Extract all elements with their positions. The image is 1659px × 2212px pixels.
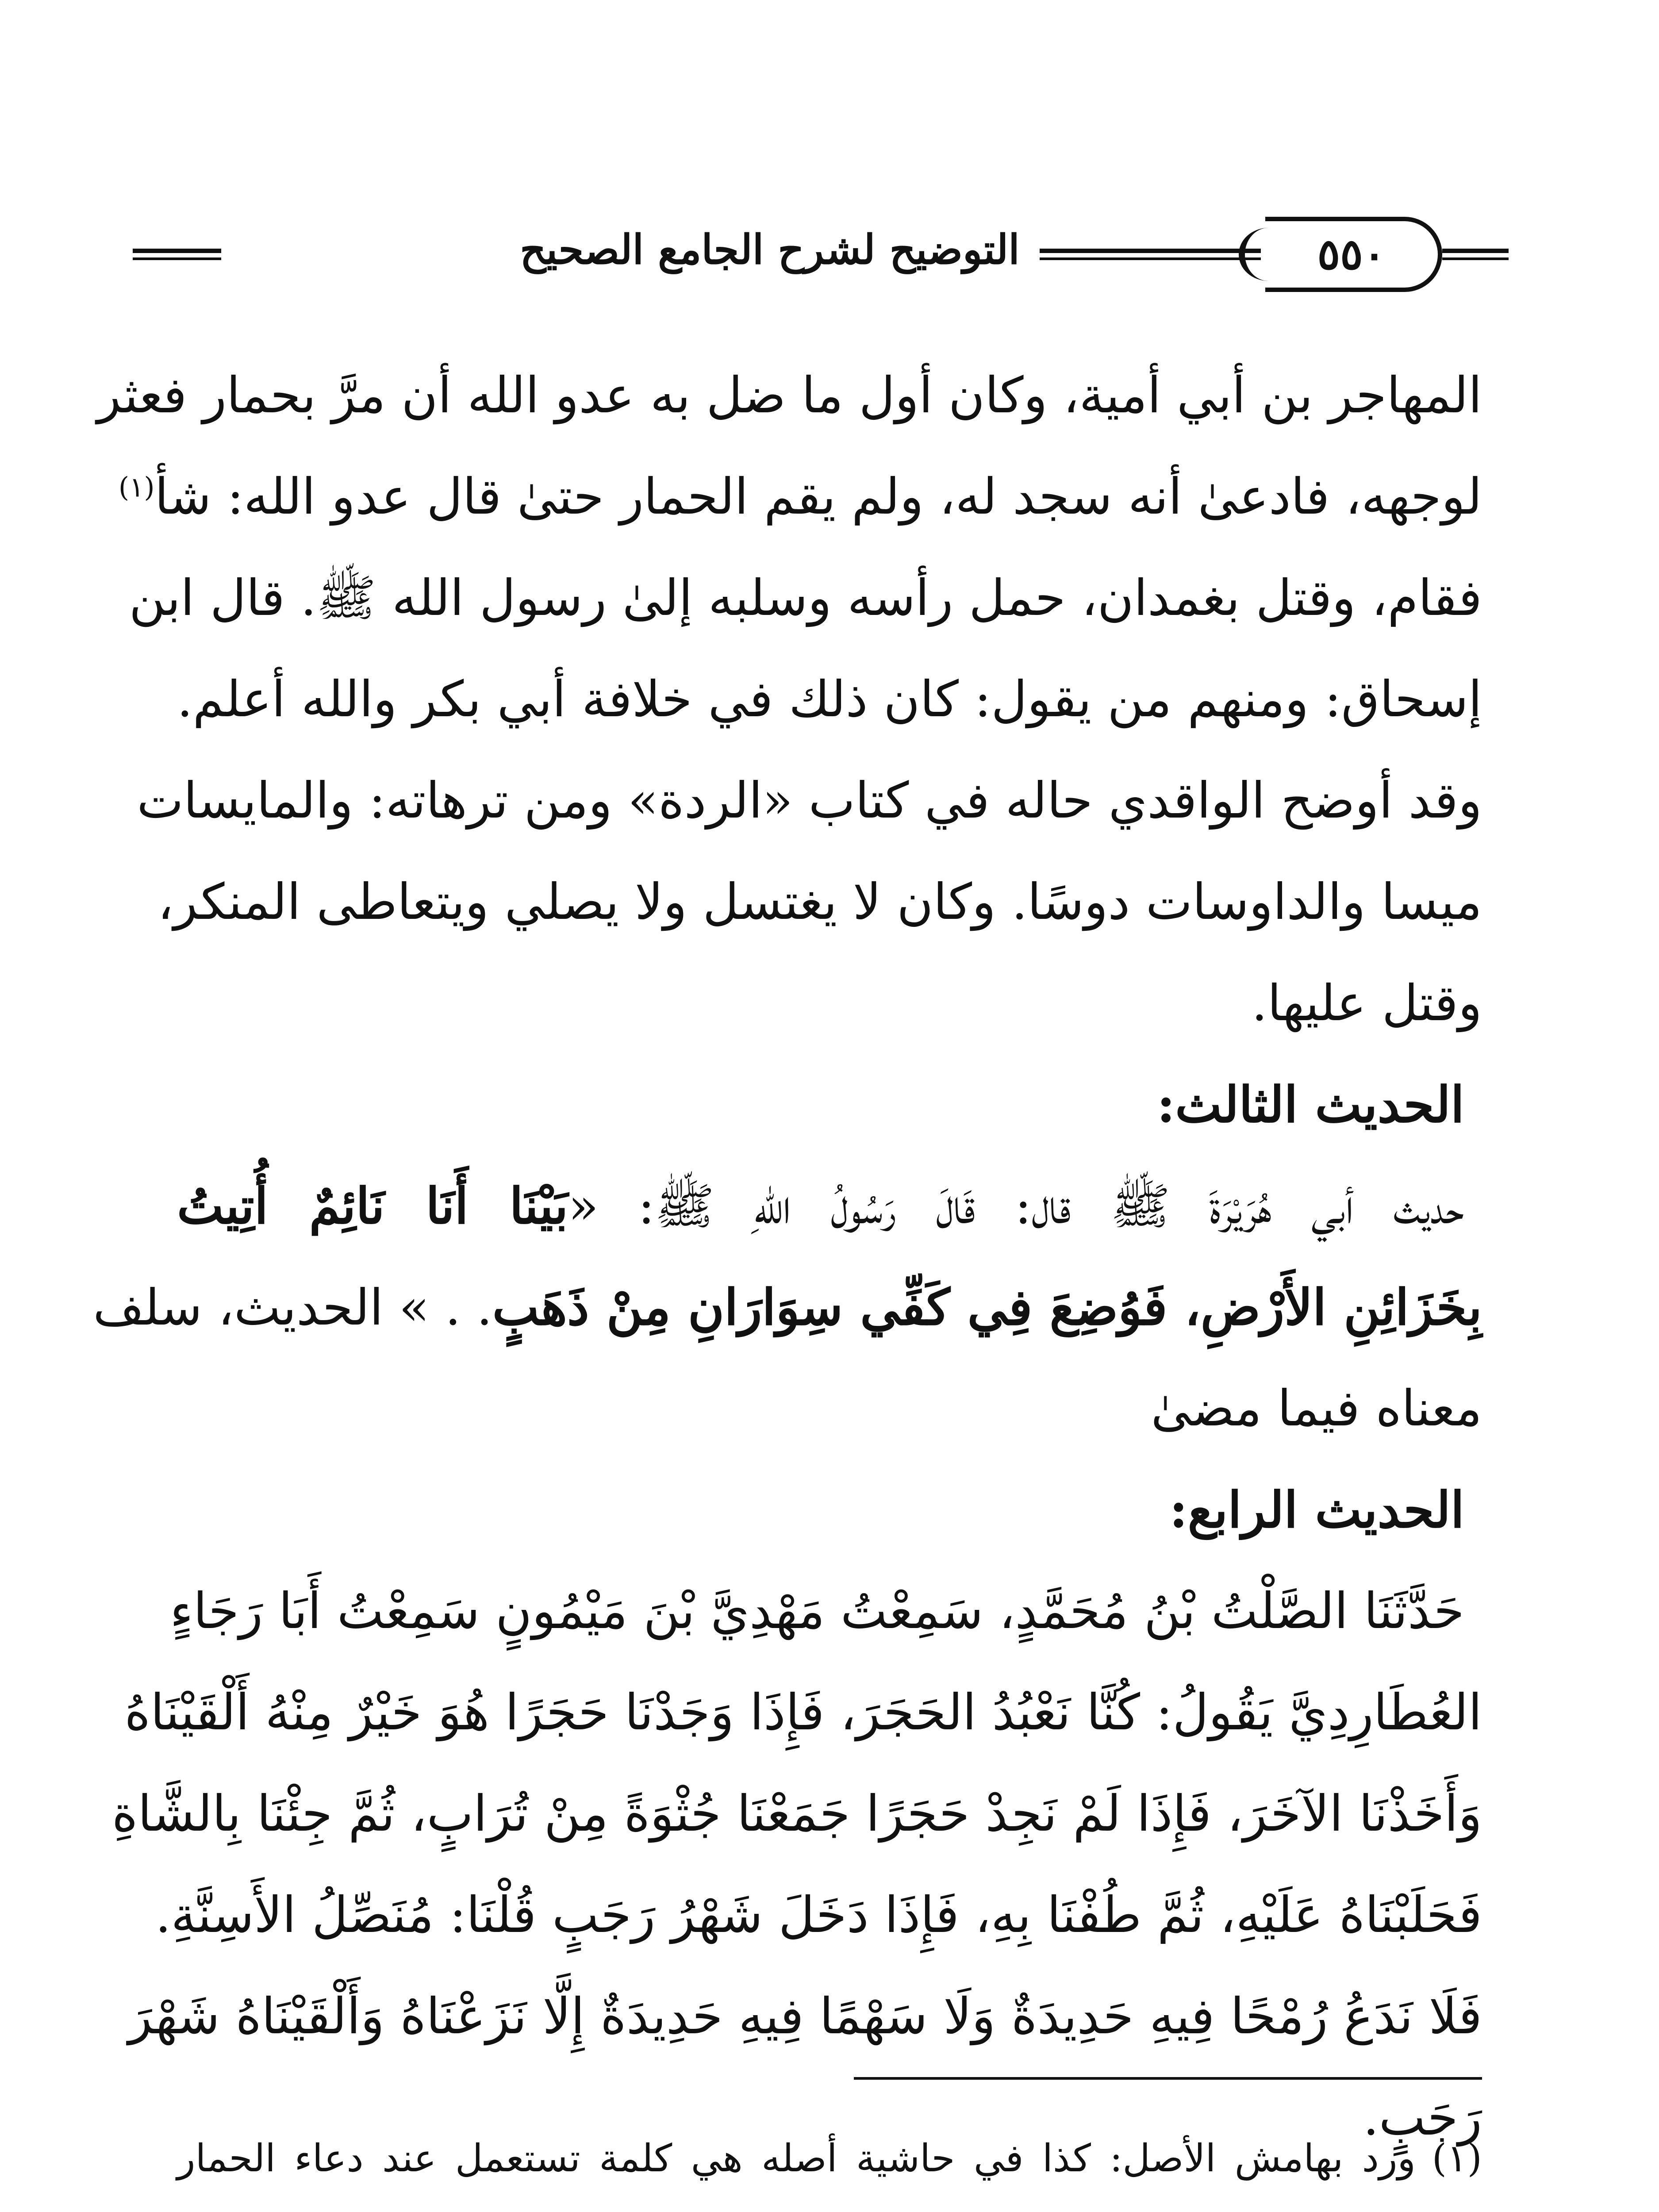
hadith-quote: بَيْنَا أَنَا نَائِمٌ أُتِيتُ bbox=[177, 1177, 568, 1235]
text-line: ميسا والداوسات دوسًا. وكان لا يغتسل ولا يصلي ويتعاطى المنكر، bbox=[157, 873, 1482, 931]
page-header bbox=[133, 208, 1509, 323]
text-line: معناه فيما مضىٰ bbox=[1151, 1380, 1482, 1437]
hadith-quote: بِخَزَائِنِ الأَرْضِ، فَوُضِعَ فِي كَفِّي سِوَارَانِ مِنْ ذَهَبٍ bbox=[492, 1279, 1482, 1336]
text-line: فقام، وقتل بغمدان، حمل رأسه وسلبه إلىٰ رسول الله ﷺ. قال ابن bbox=[129, 569, 1482, 627]
footnote-marker: (١) bbox=[118, 471, 155, 503]
section-heading: الحديث الرابع: bbox=[1169, 1481, 1464, 1539]
footnote-text: ورد بهامش الأصل: كذا في حاشية أصله هي كلمة تستعمل عند دعاء الحمار bbox=[177, 2136, 1416, 2181]
text-line bbox=[93, 1257, 1482, 1358]
footnote-number: (١) bbox=[1432, 2136, 1482, 2181]
text-line-content: لوجهه، فادعىٰ أنه سجد له، ولم يقم الحمار حتىٰ قال عدو الله: شأ bbox=[154, 468, 1482, 526]
header-rule-middle bbox=[1040, 249, 1261, 260]
page-number-badge bbox=[1265, 217, 1442, 292]
text-line: المهاجر بن أبي أمية، وكان أول ما ضل به عدو الله أن مرَّ بحمار فعثر bbox=[97, 367, 1482, 424]
hadith-tail: . . » الحديث، سلف bbox=[93, 1279, 492, 1336]
text-line: فَحَلَبْنَاهُ عَلَيْهِ، ثُمَّ طُفْنَا بِهِ، فَإِذَا دَخَلَ شَهْرُ رَجَبٍ قُلْنَا: مُنَصِّلُ الأَسِنَّةِ. bbox=[155, 1886, 1482, 1944]
page-number: ٥٥٠ bbox=[1317, 229, 1386, 279]
footnote-line bbox=[177, 2198, 1482, 2212]
header-rule-left bbox=[133, 249, 221, 260]
running-title: التوضيح لشرح الجامع الصحيح bbox=[520, 226, 1020, 273]
text-line: العُطَارِدِيَّ يَقُولُ: كُنَّا نَعْبُدُ الحَجَرَ، فَإِذَا وَجَدْنَا حَجَرًا هُوَ خَيْرٌ مِنْهُ أَلْقَيْنَاهُ bbox=[124, 1684, 1482, 1741]
text-line: رَجَبٍ. bbox=[1363, 2089, 1482, 2147]
text-line: وقتل عليها. bbox=[1252, 975, 1482, 1032]
text-line bbox=[177, 1156, 1482, 1257]
text-line: إسحاق: ومنهم من يقول: كان ذلك في خلافة أبي بكر والله أعلم. bbox=[177, 671, 1482, 728]
text-line: وقد أوضح الواقدي حاله في كتاب «الردة» ومن ترهاته: والمايسات bbox=[137, 772, 1482, 830]
main-text bbox=[93, 345, 1482, 2169]
footnotes bbox=[177, 2119, 1482, 2212]
text-line: حَدَّثَنَا الصَّلْتُ بْنُ مُحَمَّدٍ، سَمِعْتُ مَهْدِيَّ بْنَ مَيْمُونٍ سَمِعْتُ أَبَا رَجَاءٍ bbox=[170, 1582, 1464, 1640]
section-heading: الحديث الثالث: bbox=[1156, 1076, 1464, 1134]
footnote-line bbox=[177, 2119, 1482, 2198]
header-rule-right bbox=[1442, 249, 1509, 260]
text-line: وَأَخَذْنَا الآخَرَ، فَإِذَا لَمْ نَجِدْ حَجَرًا جَمَعْنَا جُثْوَةً مِنْ تُرَابٍ، ثُمَّ جِئْنَا بِالشَّاةِ bbox=[111, 1785, 1482, 1843]
text-line bbox=[118, 446, 1482, 548]
footnote-separator bbox=[854, 2077, 1482, 2080]
text-line: فَلَا نَدَعُ رُمْحًا فِيهِ حَدِيدَةٌ وَلَا سَهْمًا فِيهِ حَدِيدَةٌ إِلَّا نَزَعْنَاهُ وَأَلْقَيْنَاهُ شَهْرَ bbox=[128, 1988, 1482, 2045]
hadith-intro: حديث أبي هُرَيْرَةَ ﷺ قال: قَالَ رَسُولُ اللهِ ﷺ: « bbox=[568, 1178, 1464, 1235]
